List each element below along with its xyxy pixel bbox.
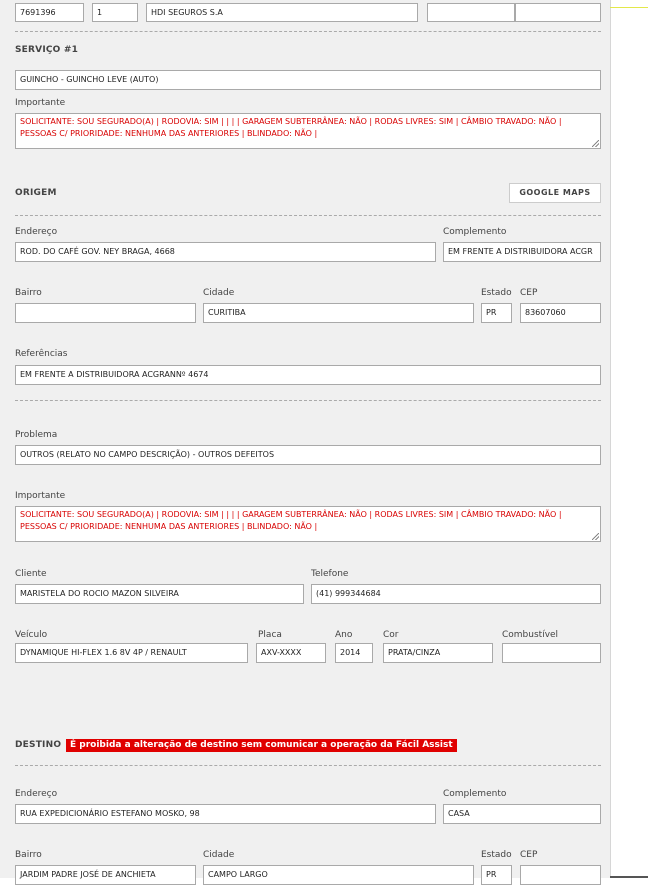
origin-complement-input[interactable]: EM FRENTE A DISTRIBUIDORA ACGR bbox=[443, 242, 601, 262]
destination-complement-label: Complemento bbox=[443, 789, 507, 799]
destination-section-title: DESTINO bbox=[15, 740, 62, 750]
origin-address-label: Endereço bbox=[15, 227, 58, 237]
origin-cep-input[interactable]: 83607060 bbox=[520, 303, 601, 323]
destination-city-input[interactable]: CAMPO LARGO bbox=[203, 865, 474, 885]
service-section-title: SERVIÇO #1 bbox=[15, 45, 79, 55]
destination-neighborhood-label: Bairro bbox=[15, 850, 42, 860]
origin-complement-label: Complemento bbox=[443, 227, 507, 237]
year-input[interactable]: 2014 bbox=[335, 643, 373, 663]
destination-address-input[interactable]: RUA EXPEDICIONÁRIO ESTEFANO MOSKO, 98 bbox=[15, 804, 436, 824]
section-divider bbox=[15, 765, 601, 766]
problem-importante-textarea[interactable] bbox=[15, 506, 601, 542]
fuel-input[interactable] bbox=[502, 643, 601, 663]
service-field[interactable]: GUINCHO - GUINCHO LEVE (AUTO) bbox=[15, 70, 601, 90]
destination-state-input[interactable]: PR bbox=[481, 865, 512, 885]
origin-city-input[interactable]: CURITIBA bbox=[203, 303, 474, 323]
origin-state-label: Estado bbox=[481, 288, 512, 298]
color-label: Cor bbox=[383, 630, 399, 640]
year-label: Ano bbox=[335, 630, 353, 640]
problem-importante-text: SOLICITANTE: SOU SEGURADO(A) | RODOVIA: SIM | | | | GARAGEM SUBTERRÂNEA: NÃO | RODAS LIVRES: SIM | CÂMBIO TRAVADO: NÃO | PESSOAS C/ PRIORIDADE: NENHUMA DAS ANTERIORES | BLINDADO: NÃO | bbox=[20, 510, 562, 531]
destination-cep-label: CEP bbox=[520, 850, 538, 860]
section-divider bbox=[15, 400, 601, 401]
origin-references-input[interactable]: EM FRENTE A DISTRIBUIDORA ACGRANNº 4674 bbox=[15, 365, 601, 385]
destination-warning-badge: É proibida a alteração de destino sem comunicar a operação da Fácil Assist bbox=[66, 739, 457, 752]
client-label: Cliente bbox=[15, 569, 47, 579]
service-importante-textarea[interactable] bbox=[15, 113, 601, 149]
vehicle-input[interactable]: DYNAMIQUE HI-FLEX 1.6 8V 4P / RENAULT bbox=[15, 643, 248, 663]
origin-state-input[interactable]: PR bbox=[481, 303, 512, 323]
destination-cep-input[interactable] bbox=[520, 865, 601, 885]
origin-city-label: Cidade bbox=[203, 288, 235, 298]
color-input[interactable]: PRATA/CINZA bbox=[383, 643, 493, 663]
top-field-extra-2[interactable] bbox=[515, 3, 601, 22]
service-importante-label: Importante bbox=[15, 98, 66, 108]
origin-address-input[interactable]: ROD. DO CAFÉ GOV. NEY BRAGA, 4668 bbox=[15, 242, 436, 262]
problem-input[interactable]: OUTROS (RELATO NO CAMPO DESCRIÇÃO) - OUTROS DEFEITOS bbox=[15, 445, 601, 465]
service-importante-text: SOLICITANTE: SOU SEGURADO(A) | RODOVIA: SIM | | | | GARAGEM SUBTERRÂNEA: NÃO | RODAS LIVRES: SIM | CÂMBIO TRAVADO: NÃO | PESSOAS C/ PRIORIDADE: NENHUMA DAS ANTERIORES | BLINDADO: NÃO | bbox=[20, 117, 562, 138]
resize-grip-icon[interactable] bbox=[592, 140, 599, 147]
top-field-insurer[interactable]: HDI SEGUROS S.A bbox=[146, 3, 418, 22]
resize-grip-icon[interactable] bbox=[592, 533, 599, 540]
destination-state-label: Estado bbox=[481, 850, 512, 860]
origin-section-title: ORIGEM bbox=[15, 188, 57, 198]
section-divider bbox=[15, 215, 601, 216]
origin-neighborhood-label: Bairro bbox=[15, 288, 42, 298]
section-divider bbox=[15, 31, 601, 32]
top-field-protocol[interactable]: 7691396 bbox=[15, 3, 84, 22]
top-accent-line bbox=[610, 7, 648, 8]
origin-neighborhood-input[interactable] bbox=[15, 303, 196, 323]
phone-label: Telefone bbox=[311, 569, 349, 579]
google-maps-button[interactable]: GOOGLE MAPS bbox=[509, 183, 601, 203]
top-field-number[interactable]: 1 bbox=[92, 3, 138, 22]
top-field-extra-1[interactable] bbox=[427, 3, 515, 22]
plate-input[interactable]: AXV-XXXX bbox=[256, 643, 326, 663]
destination-city-label: Cidade bbox=[203, 850, 235, 860]
problem-importante-label: Importante bbox=[15, 491, 66, 501]
fuel-label: Combustível bbox=[502, 630, 559, 640]
client-input[interactable]: MARISTELA DO ROCIO MAZON SILVEIRA bbox=[15, 584, 304, 604]
origin-cep-label: CEP bbox=[520, 288, 538, 298]
destination-address-label: Endereço bbox=[15, 789, 58, 799]
phone-input[interactable]: (41) 999344684 bbox=[311, 584, 601, 604]
problem-label: Problema bbox=[15, 430, 58, 440]
vehicle-label: Veículo bbox=[15, 630, 48, 640]
origin-references-label: Referências bbox=[15, 349, 68, 359]
destination-neighborhood-input[interactable]: JARDIM PADRE JOSÉ DE ANCHIETA bbox=[15, 865, 196, 885]
plate-label: Placa bbox=[258, 630, 282, 640]
destination-complement-input[interactable]: CASA bbox=[443, 804, 601, 824]
